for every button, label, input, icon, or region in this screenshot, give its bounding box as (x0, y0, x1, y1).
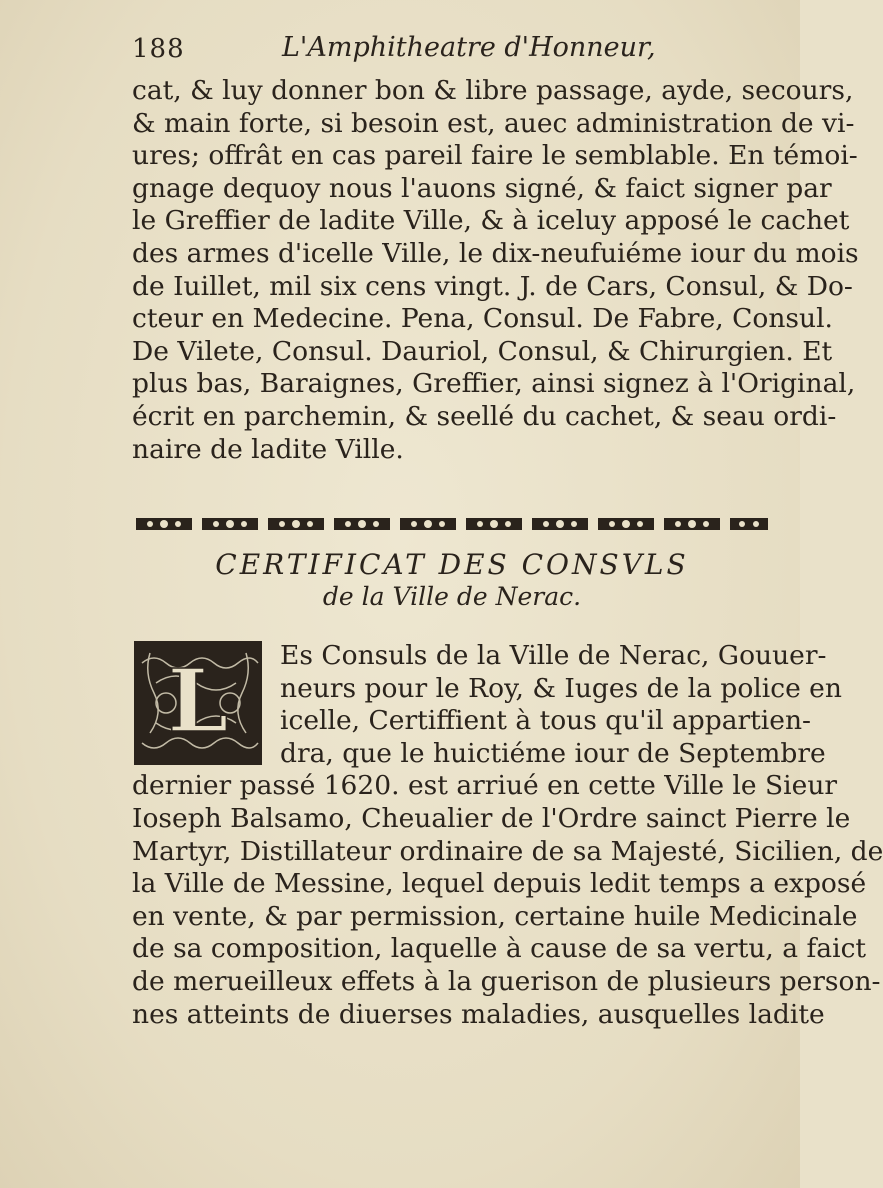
page-number: 188 (132, 34, 185, 64)
text-line: dernier passé 1620. est arriué en cette Ville le Sieur (132, 770, 838, 802)
text-line: ures; offrât en cas pareil faire le semblable. En témoi- (132, 140, 858, 172)
page-header (132, 32, 772, 72)
section-title: CERTIFICAT DES CONSVLS (215, 548, 689, 581)
text-line: nes atteints de diuerses maladies, ausquelles ladite (132, 998, 825, 1030)
text-line: de sa composition, laquelle à cause de sa vertu, a faict (132, 933, 867, 965)
text-line: cteur en Medecine. Pena, Consul. De Fabre, Consul. (132, 303, 833, 335)
text-line: De Vilete, Consul. Dauriol, Consul, & Chirurgien. Et (132, 335, 833, 367)
text-line: écrit en parchemin, & seellé du cachet, & seau ordi- (132, 400, 837, 432)
text-line: en vente, & par permission, certaine huile Medicinale (132, 900, 858, 932)
text-line: le Greffier de ladite Ville, & à iceluy apposé le cachet (132, 205, 850, 237)
text-line: naire de ladite Ville. (132, 433, 404, 465)
text-line: plus bas, Baraignes, Greffier, ainsi signez à l'Original, (132, 368, 856, 400)
section-subtitle: de la Ville de Nerac. (322, 582, 582, 611)
text-line: icelle, Certiffient à tous qu'il appartien- (280, 705, 811, 737)
continuation-paragraph (132, 75, 859, 466)
text-line: de Iuillet, mil six cens vingt. J. de Cars, Consul, & Do- (132, 270, 853, 302)
text-line: cat, & luy donner bon & libre passage, ayde, secours, (132, 75, 854, 106)
certificate-paragraph (132, 640, 883, 1031)
ornamental-divider (132, 512, 772, 536)
text-line: des armes d'icelle Ville, le dix-neufuiéme iour du mois (132, 237, 859, 269)
ornament-icon (132, 512, 772, 536)
running-title: L'Amphitheatre d'Honneur, (282, 32, 656, 63)
text-line: Martyr, Distillateur ordinaire de sa Majesté, Sicilien, de (132, 835, 883, 867)
text-line: neurs pour le Roy, & Iuges de la police en (280, 672, 842, 704)
text-line: Es Consuls de la Ville de Nerac, Gouuer- (280, 640, 827, 671)
text-line: gnage dequoy nous l'auons signé, & faict signer par (132, 172, 832, 204)
text-line: dra, que le huictiéme iour de Septembre (280, 737, 826, 769)
text-line: & main forte, si besoin est, auec administration de vi- (132, 107, 855, 139)
text-line: la Ville de Messine, lequel depuis ledit temps a exposé (132, 868, 867, 900)
text-line: Ioseph Balsamo, Cheualier de l'Ordre sainct Pierre le (132, 802, 851, 834)
drop-cap-letter: L (167, 651, 229, 752)
text-line: de merueilleux effets à la guerison de plusieurs person- (132, 965, 881, 997)
